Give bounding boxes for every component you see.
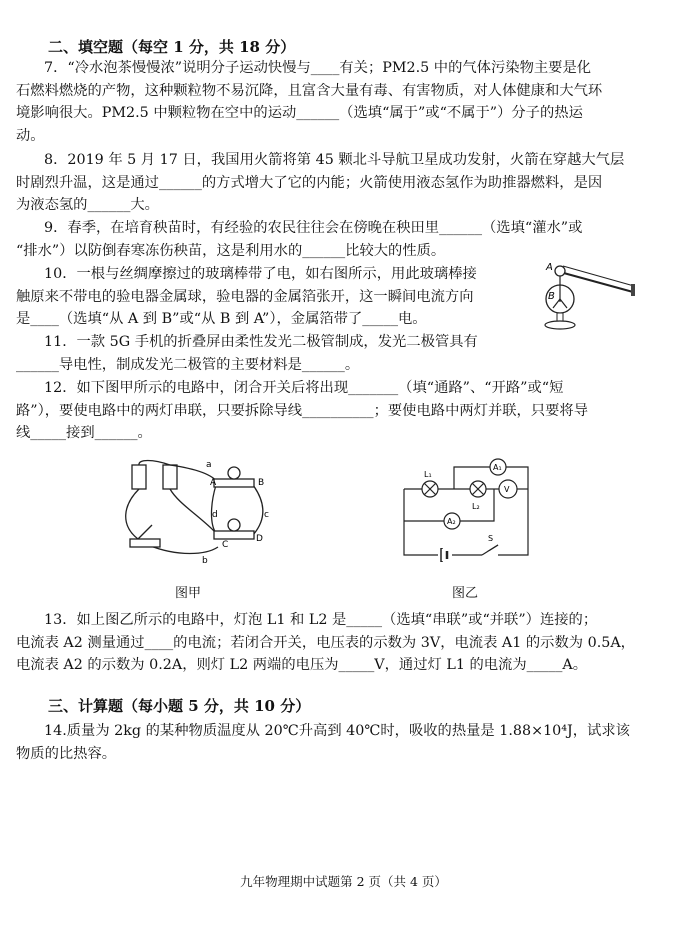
q12-line-1: 12．如下图甲所示的电路中，闭合开关后将出现_______（填“通路”、“开路”或“短: [44, 380, 564, 396]
question-8: [16, 149, 672, 217]
metal-foil-right: [560, 299, 567, 308]
q7-line-3: 境影响很大。PM2.5 中颗粒物在空中的运动______（选填“属于”或“不属于”）分子的热运: [16, 105, 583, 121]
label-l2: L₂: [472, 502, 480, 511]
label-B-terminal: B: [258, 478, 265, 488]
q9-line-2: “排水”）以防倒春寒冻伤秧苗，这是利用水的______比较大的性质。: [16, 242, 446, 259]
label-v: V: [504, 485, 510, 494]
section-3-title: 三、计算题（每小题 5 分，共 10 分）: [48, 697, 311, 715]
q10-line-2: 触原来不带电的验电器金属球，验电器的金属箔张开，这一瞬间电流方向: [16, 288, 474, 305]
figure-yi-circuit: [398, 455, 538, 565]
lamp-bulb-bottom: [228, 519, 240, 531]
figure-jia-caption: 图甲: [175, 586, 202, 601]
q7-line-1: 7．“冷水泡茶慢慢浓”说明分子运动快慢与____有关；PM2.5 中的气体污染物主要是化: [44, 60, 592, 76]
lamp-bulb-top: [228, 467, 240, 479]
outer-wire: [404, 489, 528, 555]
section-2-title: 二、填空题（每空 1 分，共 18 分）: [48, 38, 296, 56]
q14-line-1: 14.质量为 2kg 的某种物质温度从 20℃升高到 40℃时，吸收的热量是 1.88×10⁴J，试求该: [44, 723, 630, 739]
q13-line-1: 13．如上图乙所示的电路中，灯泡 L1 和 L2 是_____（选填“串联”或“并联”）连接的；: [44, 612, 598, 628]
q10-line-3: 是____（选填“从 A 到 B”或“从 B 到 A”），金属箔带了_____电。: [16, 311, 427, 327]
switch-gap: [482, 551, 498, 559]
figure-jia-circuit: [118, 455, 288, 570]
q7-line-4: 动。: [16, 127, 45, 144]
battery-left: [132, 465, 146, 489]
rod-end: [631, 284, 635, 296]
wire-between-batteries: [139, 461, 170, 466]
page-footer: 九年物理期中试题第 2 页（共 4 页）: [240, 874, 447, 889]
switch-lever: [138, 525, 152, 539]
question-12: [16, 377, 672, 445]
battery-right: [163, 465, 177, 489]
label-a1: A₁: [493, 463, 502, 472]
q11-line-1: 11．一款 5G 手机的折叠屏由柔性发光二极管制成，发光二极管具有: [44, 334, 478, 350]
q13-line-3: 电流表 A2 的示数为 0.2A，则灯 L2 两端的电压为_____V，通过灯 L1 的电流为_____A。: [16, 657, 588, 673]
label-b: B: [548, 291, 555, 302]
stand-base: [545, 321, 575, 329]
question-7: [16, 57, 672, 147]
question-13: [16, 609, 672, 677]
wire-left-loop: [126, 489, 139, 539]
q8-line-3: 为液态氢的______大。: [16, 197, 159, 213]
q7-line-2: 石燃料燃烧的产物，这种颗粒物不易沉降，且富含大量有毒、有害物质，对人体健康和大气环: [16, 82, 603, 99]
question-10: [16, 263, 526, 331]
q14-line-2: 物质的比热容。: [16, 745, 117, 762]
question-14: [16, 720, 672, 765]
q9-line-1: 9．春季，在培育秧苗时，有经验的农民往往会在傍晚在秧田里______（选填“灌水”或: [44, 220, 583, 236]
switch-base: [130, 539, 160, 547]
q12-line-3: 线_____接到______。: [16, 425, 152, 441]
wire-to-switch: [170, 489, 214, 531]
label-a: A: [546, 262, 553, 273]
metal-ball: [555, 266, 565, 276]
q13-line-2: 电流表 A2 测量通过____的电流；若闭合开关，电压表的示数为 3V，电流表 A1 的示数为 0.5A，: [16, 634, 635, 651]
label-s: S: [488, 534, 494, 543]
label-A-terminal: A: [210, 478, 217, 488]
label-d-wire: d: [212, 510, 218, 520]
q8-line-1: 8．2019 年 5 月 17 日，我国用火箭将第 45 颗北斗导航卫星成功发射，火箭在穿越大气层: [44, 152, 625, 168]
lamp-base-top: [214, 479, 254, 487]
wire-d: [212, 485, 217, 533]
figure-yi-caption: 图乙: [452, 586, 479, 601]
q11-line-2: ______导电性，制成发光二极管的主要材料是______。: [16, 356, 360, 373]
q12-line-2: 路”），要使电路中的两灯串联，只要拆除导线__________；要使电路中两灯并联，只要将导: [16, 402, 589, 419]
label-l1: L₁: [424, 470, 432, 479]
battery-gap: [438, 549, 452, 561]
electroscope-figure: [528, 252, 648, 340]
label-a2: A₂: [447, 517, 456, 526]
label-a-wire: a: [206, 460, 212, 470]
wire-c: [253, 485, 263, 535]
q8-line-2: 时剧烈升温，这是通过______的方式增大了它的内能；火箭使用液态氢作为助推器燃料，是因: [16, 174, 603, 191]
label-b-wire: b: [202, 556, 208, 566]
label-C-terminal: C: [222, 540, 229, 550]
lamp-base-bottom: [214, 531, 254, 539]
label-D-terminal: D: [256, 534, 263, 544]
question-11: [16, 331, 672, 376]
q10-line-1: 10．一根与丝绸摩擦过的玻璃棒带了电，如右图所示，用此玻璃棒接: [44, 266, 477, 282]
label-c-wire: c: [264, 510, 269, 520]
